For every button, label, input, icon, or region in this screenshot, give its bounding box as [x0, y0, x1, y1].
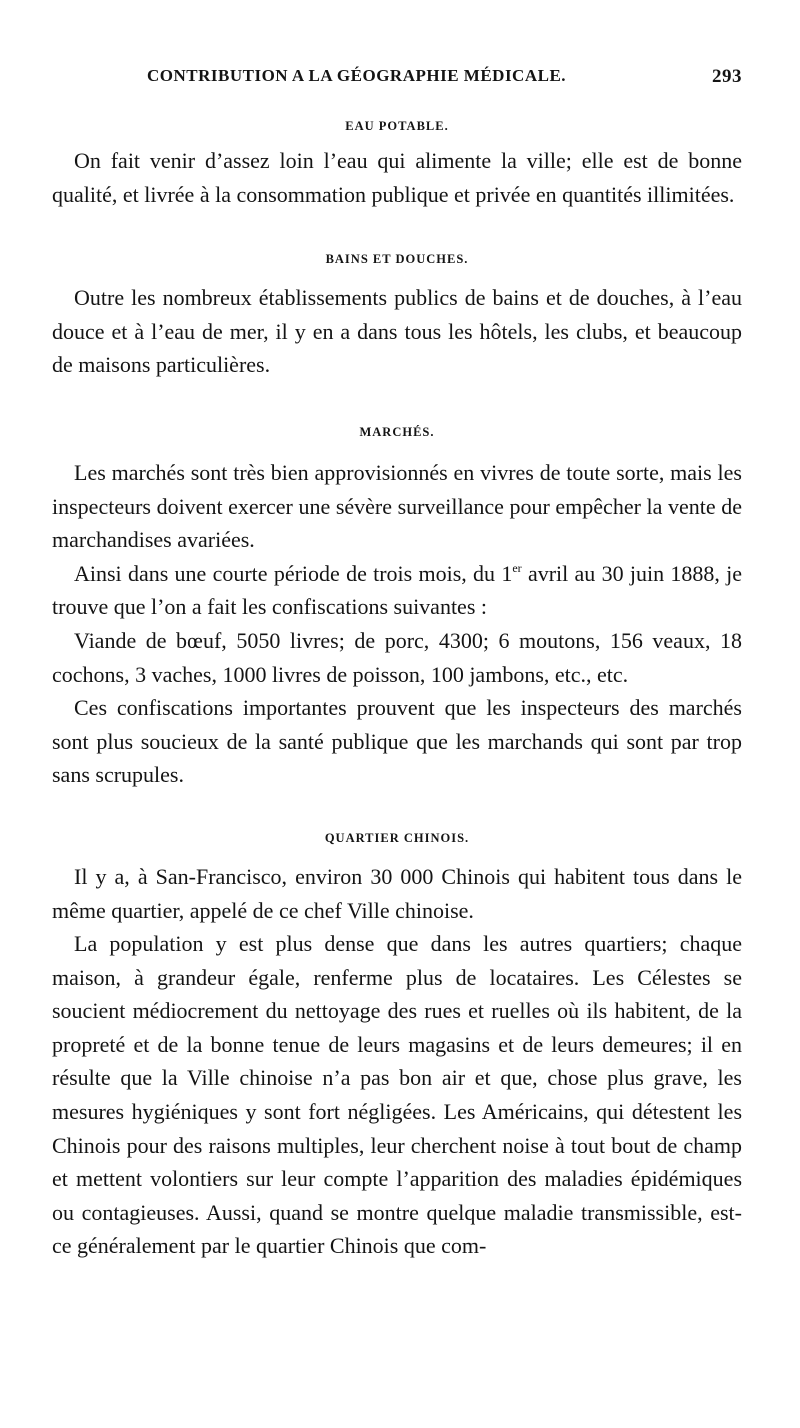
paragraph-marches-2: [52, 557, 742, 624]
paragraph-marches-3: Viande de bœuf, 5050 livres; de porc, 4300; 6 moutons, 156 veaux, 18 cochons, 3 vaches, 1000 livres de poisson, 100 jambons, etc., etc.: [52, 627, 742, 687]
book-page: [52, 62, 742, 1263]
paragraph-marches-2-end: avril au 30 juin 1888, je trouve que l’on a fait les confiscations suivantes :: [52, 560, 742, 620]
paragraph-eau-potable: On fait venir d’assez loin l’eau qui alimente la ville; elle est de bonne qualité, et livrée à la consommation publique et privée en quantités illimitées.: [52, 148, 742, 207]
section-heading-eau-potable: EAU POTABLE.: [345, 119, 449, 133]
section-heading-marches: MARCHÉS.: [359, 424, 435, 439]
section-heading-bains-douches: BAINS ET DOUCHES.: [325, 252, 469, 267]
paragraph-marches-2-start: Ainsi dans une courte période de trois mois, du 1: [74, 560, 513, 586]
paragraph-quartier-2: La population y est plus dense que dans les autres quartiers; chaque maison, à grandeur égale, renferme plus de locataires. Les Célestes se soucient médiocrement du nettoyage des rues et ruelles où ils habitent, de la propreté et de la bonne tenue de leurs magasins et de leurs demeures; il en résulte que la Ville chinoise n’a pas bon air et que, chose plus grave, les mesures hygiéniques y sont fort négligées. Les Américains, qui détestent les Chinois pour des raisons multiples, leur cherchent noise à tout bout de champ et mettent volontiers sur leur compte l’apparition des maladies épidémiques ou contagieuses. Aussi, quand se montre quelque maladie transmissible, est-ce généralement par le quartier Chinois que com-: [52, 931, 742, 1259]
paragraph-quartier-1: Il y a, à San-Francisco, environ 30 000 Chinois qui habitent tous dans le même quartier, appelé de ce chef Ville chinoise.: [52, 863, 742, 923]
paragraph-marches-1: Les marchés sont très bien approvisionnés en vivres de toute sorte, mais les inspecteurs doivent exercer une sévère surveillance pour empêcher la vente de marchandises avariées.: [52, 459, 742, 553]
page-number: 293: [712, 66, 742, 87]
section-heading-quartier-chinois: QUARTIER CHINOIS.: [324, 830, 470, 845]
running-header: [52, 62, 742, 94]
paragraph-bains-douches: Outre les nombreux établissements publics de bains et de douches, à l’eau douce et à l’eau de mer, il y en a dans tous les hôtels, les clubs, et beaucoup de maisons particulières.: [52, 285, 742, 378]
paragraph-marches-4: Ces confiscations importantes prouvent que les inspecteurs des marchés sont plus soucieux de la santé publique que les marchands qui sont par trop sans scrupules.: [52, 695, 742, 788]
ordinal-superscript: er: [512, 560, 522, 575]
running-title: CONTRIBUTION A LA GÉOGRAPHIE MÉDICALE.: [147, 66, 567, 85]
